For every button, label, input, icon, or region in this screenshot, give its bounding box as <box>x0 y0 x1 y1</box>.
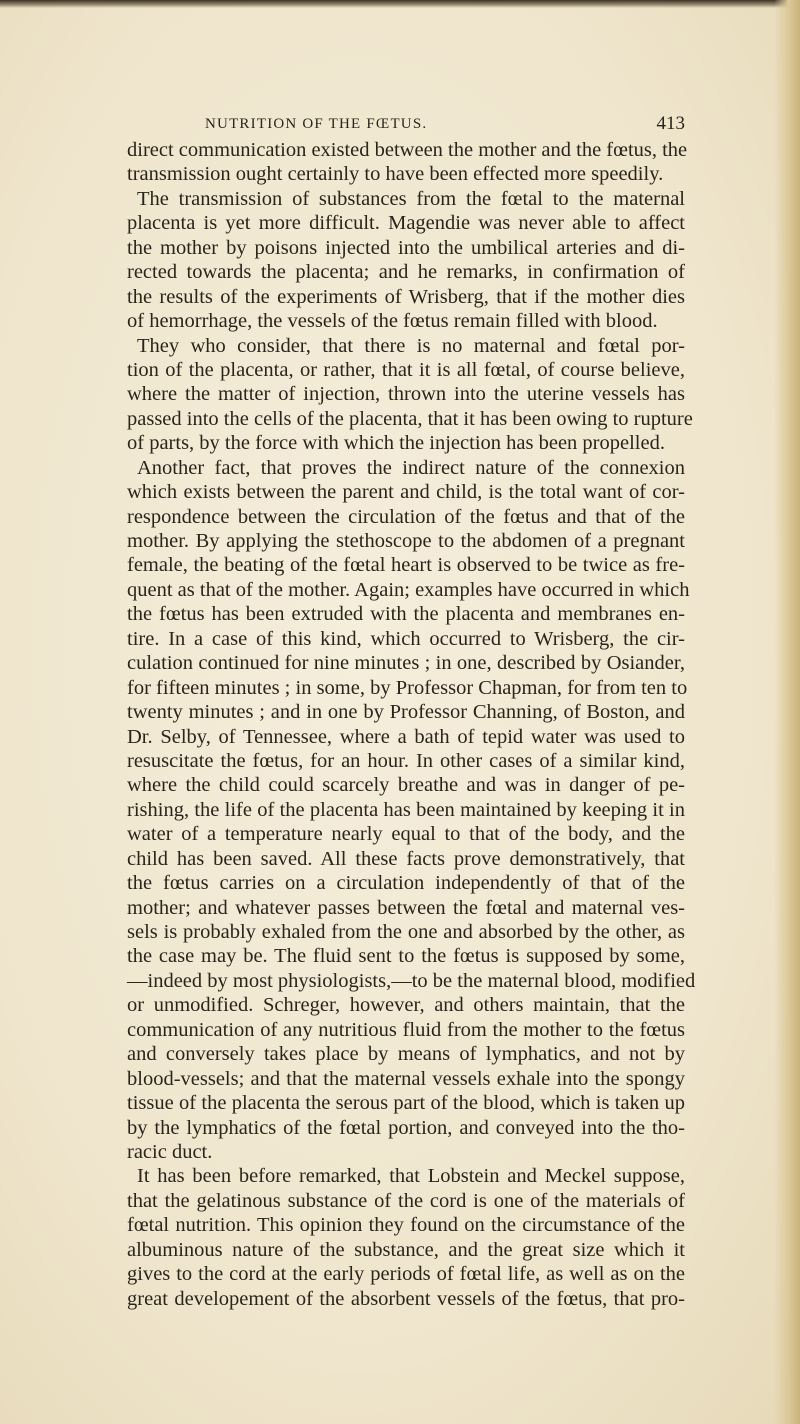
text-line: tion of the placenta, or rather, that it is all fœtal, of course believe, <box>127 358 685 381</box>
page-gutter-shadow <box>774 0 800 1424</box>
text-line: great developement of the absorbent vessels of the fœtus, that pro- <box>127 1287 685 1310</box>
text-line: sels is probably exhaled from the one and absorbed by the other, as <box>127 921 685 943</box>
text-line: the results of the experiments of Wrisberg, that if the mother dies <box>127 285 685 308</box>
text-line: fœtal nutrition. This opinion they found on the circumstance of the <box>127 1214 685 1237</box>
text-line: blood-vessels; and that the maternal vessels exhale into the spongy <box>127 1067 685 1090</box>
text-line: albuminous nature of the substance, and the great size which it <box>127 1238 685 1261</box>
text-line: that the gelatinous substance of the cord is one of the materials of <box>127 1189 685 1212</box>
text-line: —indeed by most physiologists,—to be the maternal blood, modified <box>127 969 696 992</box>
text-line: passed into the cells of the placenta, that it has been owing to rupture <box>127 407 693 430</box>
text-line: by the lymphatics of the fœtal portion, and conveyed into the tho- <box>127 1116 685 1139</box>
text-line: where the child could scarcely breathe and was in danger of pe- <box>127 774 685 797</box>
text-line: placenta is yet more difficult. Magendie was never able to affect <box>127 212 685 235</box>
text-line: of hemorrhage, the vessels of the fœtus remain filled with blood. <box>127 310 658 333</box>
text-line: quent as that of the mother. Again; examples have occurred in which <box>127 578 690 601</box>
text-line: Another fact, that proves the indirect nature of the connexion <box>137 456 685 479</box>
text-line: rected towards the placenta; and he remarks, in confirmation of <box>127 261 685 284</box>
text-line: water of a temperature nearly equal to that of the body, and the <box>127 823 685 846</box>
text-line: The transmission of substances from the fœtal to the maternal <box>137 187 685 210</box>
text-line: racic duct. <box>127 1140 213 1163</box>
page-number: 413 <box>656 113 685 134</box>
running-header <box>130 113 685 137</box>
text-line: Dr. Selby, of Tennessee, where a bath of tepid water was used to <box>127 725 685 748</box>
running-title: NUTRITION OF THE FŒTUS. <box>205 116 428 132</box>
page-top-edge-shadow <box>0 0 800 8</box>
text-line: culation continued for nine minutes ; in one, described by Osiander, <box>127 652 685 675</box>
text-line: or unmodified. Schreger, however, and others maintain, that the <box>127 994 685 1017</box>
text-line: tissue of the placenta the serous part of the blood, which is taken up <box>127 1092 685 1115</box>
text-line: gives to the cord at the early periods of fœtal life, as well as on the <box>127 1263 685 1286</box>
text-line: where the matter of injection, thrown into the uterine vessels has <box>127 383 685 406</box>
text-line: mother; and whatever passes between the fœtal and maternal ves- <box>127 896 685 919</box>
text-line: of parts, by the force with which the injection has been propelled. <box>127 432 665 455</box>
text-line: and conversely takes place by means of lymphatics, and not by <box>127 1043 685 1066</box>
text-line: the case may be. The fluid sent to the fœtus is supposed by some, <box>127 945 685 968</box>
text-line: mother. By applying the stethoscope to the abdomen of a pregnant <box>127 530 685 552</box>
text-line: resuscitate the fœtus, for an hour. In other cases of a similar kind, <box>127 749 685 772</box>
text-line: respondence between the circulation of the fœtus and that of the <box>127 505 685 528</box>
text-line: the fœtus has been extruded with the placenta and membranes en- <box>127 603 685 626</box>
body-text <box>127 138 696 1311</box>
text-line: direct communication existed between the mother and the fœtus, the <box>127 139 688 161</box>
text-line: female, the beating of the fœtal heart is observed to be twice as fre- <box>127 554 685 577</box>
text-line: rishing, the life of the placenta has been maintained by keeping it in <box>127 798 685 821</box>
text-line: the mother by poisons injected into the umbilical arteries and di- <box>127 236 685 259</box>
text-line: which exists between the parent and child, is the total want of cor- <box>127 481 685 504</box>
text-line: the fœtus carries on a circulation independently of that of the <box>127 872 685 895</box>
text-line: child has been saved. All these facts prove demonstratively, that <box>127 847 685 870</box>
text-line: They who consider, that there is no maternal and fœtal por- <box>137 334 685 357</box>
text-line: tire. In a case of this kind, which occurred to Wrisberg, the cir- <box>127 627 685 650</box>
text-line: transmission ought certainly to have been effected more speedily. <box>127 163 664 186</box>
text-line: It has been before remarked, that Lobstein and Meckel suppose, <box>137 1165 685 1188</box>
text-line: communication of any nutritious fluid from the mother to the fœtus <box>127 1018 685 1041</box>
text-line: twenty minutes ; and in one by Professor Channing, of Boston, and <box>127 701 685 724</box>
text-line: for fifteen minutes ; in some, by Professor Chapman, for from ten to <box>127 676 688 699</box>
